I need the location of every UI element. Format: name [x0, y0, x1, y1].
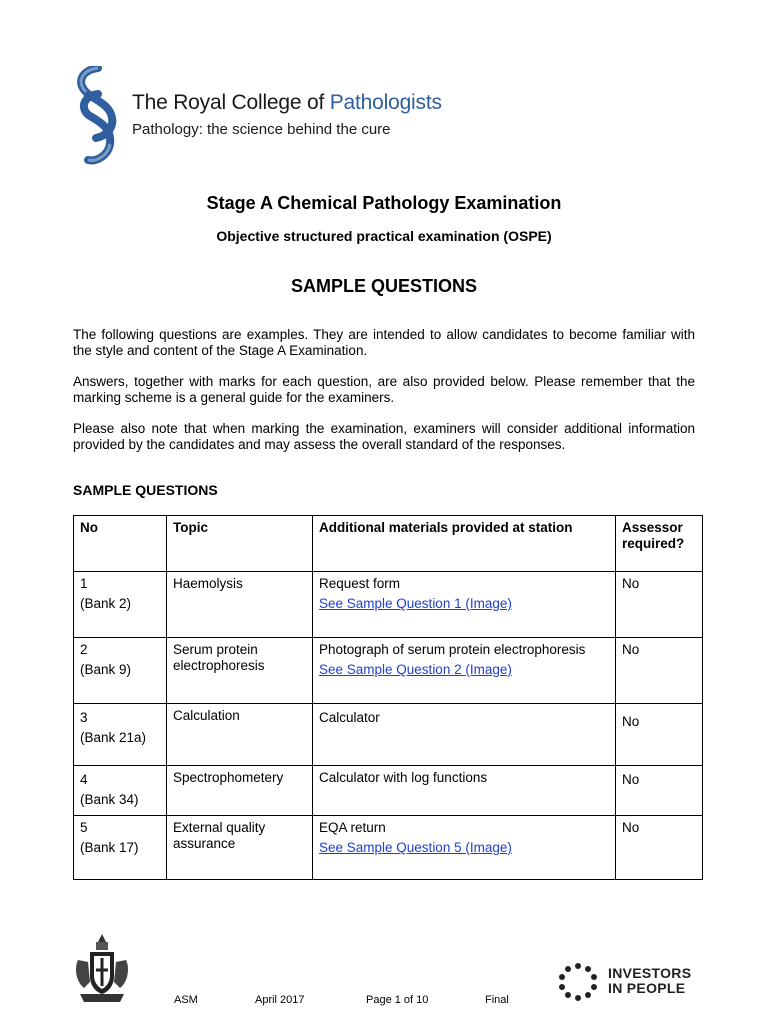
cell-materials: EQA return See Sample Question 5 (Image) [313, 816, 616, 880]
college-emblem-icon [68, 66, 128, 166]
sample-question-2-link[interactable]: See Sample Question 2 (Image) [319, 662, 512, 677]
cell-assessor: No [616, 704, 703, 766]
document-heading: SAMPLE QUESTIONS [290, 276, 478, 296]
cell-topic: Spectrophometery [167, 766, 313, 816]
cell-assessor: No [616, 638, 703, 704]
cell-materials: Calculator [313, 704, 616, 766]
laurel-wreath-icon [558, 962, 598, 1002]
coat-of-arms-icon [72, 932, 132, 1004]
footer-date: April 2017 [255, 994, 305, 1006]
cell-no: 3 (Bank 21a) [74, 704, 167, 766]
cell-no: 4 (Bank 34) [74, 766, 167, 816]
header-topic: Topic [167, 516, 313, 572]
document-title: Stage A Chemical Pathology Examination [206, 193, 562, 213]
cell-no: 1 (Bank 2) [74, 572, 167, 638]
table-row [74, 766, 703, 816]
investors-in-people-logo [558, 962, 698, 1002]
investors-in-people-text: INVESTORS IN PEOPLE [608, 965, 692, 996]
table-row [74, 704, 703, 766]
cell-assessor: No [616, 572, 703, 638]
cell-topic: Calculation [167, 704, 313, 766]
cell-materials: Calculator with log functions [313, 766, 616, 816]
cell-topic: Haemolysis [167, 572, 313, 638]
footer-status: Final [485, 994, 509, 1006]
table-header-row [74, 516, 703, 572]
cell-topic: Serum protein electrophoresis [167, 638, 313, 704]
org-tagline: Pathology: the science behind the cure [132, 121, 391, 138]
intro-paragraph: The following questions are examples. They are intended to allow candidates to become familiar with the style and content of the Stage A Examination. [73, 327, 695, 358]
sample-questions-table [73, 515, 703, 880]
cell-materials: Request form See Sample Question 1 (Image) [313, 572, 616, 638]
cell-assessor: No [616, 816, 703, 880]
marking-paragraph: Please also note that when marking the examination, examiners will consider additional information provided by the candidates and may assess the overall standard of the responses. [73, 421, 695, 452]
header-assessor: Assessor required? [616, 516, 703, 572]
sample-question-1-link[interactable]: See Sample Question 1 (Image) [319, 596, 512, 611]
sample-question-5-link[interactable]: See Sample Question 5 (Image) [319, 840, 512, 855]
footer-page-number: Page 1 of 10 [366, 994, 429, 1006]
cell-no: 2 (Bank 9) [74, 638, 167, 704]
cell-assessor: No [616, 766, 703, 816]
header-materials: Additional materials provided at station [313, 516, 616, 572]
cell-materials: Photograph of serum protein electrophoresis See Sample Question 2 (Image) [313, 638, 616, 704]
college-logo [68, 66, 448, 166]
cell-no: 5 (Bank 17) [74, 816, 167, 880]
org-name: The Royal College of Pathologists [132, 91, 442, 114]
section-heading: SAMPLE QUESTIONS [73, 482, 218, 498]
table-row [74, 816, 703, 880]
cell-topic: External quality assurance [167, 816, 313, 880]
document-subtitle: Objective structured practical examination (OSPE) [216, 228, 552, 244]
table-row [74, 638, 703, 704]
answers-paragraph: Answers, together with marks for each question, are also provided below. Please remember that the marking scheme is a general guide for the examiners. [73, 374, 695, 405]
header-no: No [74, 516, 167, 572]
footer-author: ASM [174, 994, 198, 1006]
table-row [74, 572, 703, 638]
